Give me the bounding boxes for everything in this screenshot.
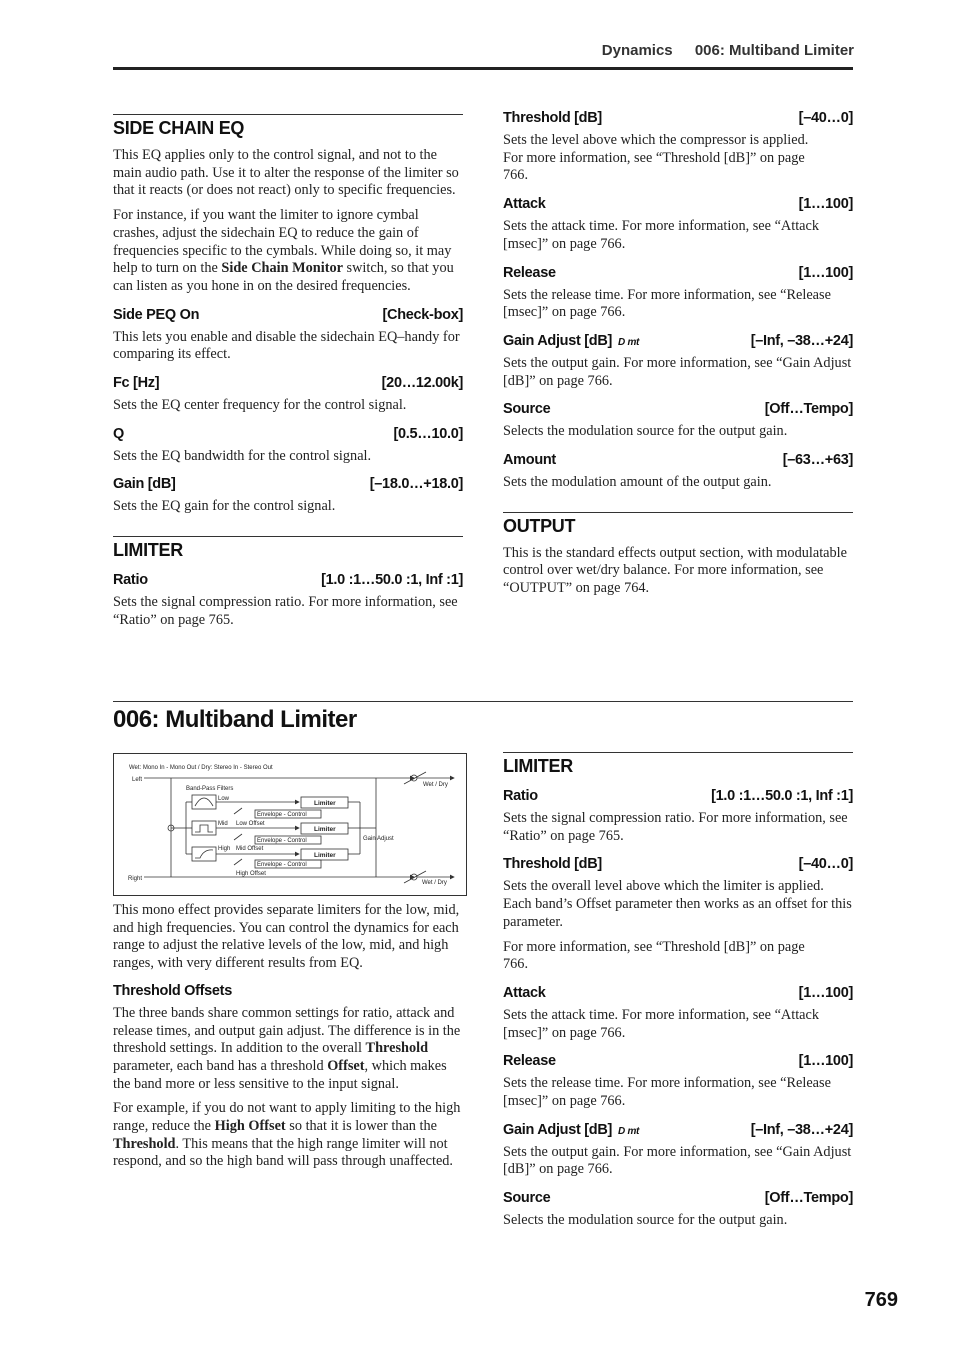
param-desc: Selects the modulation source for the output gain. [503, 1212, 788, 1229]
param-heading: Attack [1…100] [503, 984, 853, 1001]
param-desc: Sets the level above which the compressor is applied. For more information, see “Threshold [dB]” on page 766. [503, 132, 809, 184]
diagram-caption: Wet: Mono In - Mono Out / Dry: Stereo In - Stereo Out [129, 765, 273, 771]
running-header [584, 42, 854, 59]
param-heading: Fc [Hz] [20…12.00k] [113, 375, 463, 392]
output-section [503, 512, 853, 537]
diagram-right-label: Right [128, 876, 143, 882]
param-desc: Sets the output gain. For more information, see “Gain Adjust [dB]” on page 766. [503, 1143, 852, 1178]
left-bottom-column [113, 902, 463, 1171]
param-desc: Sets the output gain. For more information, see “Gain Adjust [dB]” on page 766. [503, 354, 852, 389]
header-effect: 006: Multiband Limiter [694, 42, 854, 59]
diagram-high-label: High [218, 846, 231, 852]
param-desc: Sets the release time. For more information, see “Release [msec]” on page 766. [503, 286, 831, 321]
param-heading: Gain Adjust [dB] D mt [–Inf, –38…+24] [503, 1121, 853, 1138]
param-desc: This lets you enable and disable the sidechain EQ–handy for comparing its effect. [113, 328, 460, 363]
param-desc: Sets the attack time. For more information, see “Attack [msec]” on page 766. [503, 1006, 820, 1041]
param-desc: Sets the attack time. For more information, see “Attack [msec]” on page 766. [503, 218, 820, 252]
section-title: LIMITER [503, 756, 573, 776]
param-heading: Amount [–63…+63] [503, 452, 853, 469]
diagram-gain-adjust-label: Gain Adjust [363, 836, 394, 842]
param-heading: Attack [1…100] [503, 196, 853, 213]
param-desc: Sets the release time. For more information, see “Release [msec]” on page 766. [503, 1075, 831, 1110]
page-title: 006: Multiband Limiter [113, 706, 357, 733]
diagram-limiter-label: Limiter [314, 826, 336, 833]
param-heading: Threshold [dB] [–40…0] [503, 856, 853, 873]
param-desc: Sets the signal compression ratio. For more information, see “Ratio” on page 765. [503, 810, 848, 844]
param-heading: Gain Adjust [dB] D mt [–Inf, –38…+24] [503, 332, 853, 349]
diagram-low-label: Low [218, 796, 230, 802]
header-rule [113, 67, 853, 70]
paragraph: This is the standard effects output section, with modulatable control over wet/dry balance. For more information, see “OUTPUT” on page 764. [503, 544, 847, 597]
paragraph: For instance, if you want the limiter to ignore cymbal crashes, adjust the sidechain EQ to reduce the gain of frequencies specific to the cymbals. While doing so, it may help to turn on the Side Chain Monitor switch, so that you can listen as you hone in on the desired frequencies. [113, 207, 454, 294]
modulation-icon: D mt [618, 336, 640, 348]
param-heading: Threshold [dB] [–40…0] [503, 110, 853, 126]
param-heading: Side PEQ On [Check-box] [113, 306, 463, 323]
param-desc: Sets the EQ gain for the control signal. [113, 498, 336, 515]
param-heading: Source [Off…Tempo] [503, 401, 853, 418]
side-chain-eq-section [113, 114, 463, 139]
diagram-envelope-label: Envelope - Control [257, 862, 307, 868]
paragraph: The three bands share common settings for ratio, attack and release times, and output gain adjust. The difference is in the threshold settings. In addition to the overall Threshold parameter, each band has a threshold Offset, which makes the band more or less sensitive to the input signal. [113, 1004, 461, 1092]
diagram-left-label: Left [132, 777, 143, 783]
param-heading: Source [Off…Tempo] [503, 1190, 853, 1207]
param-desc: For more information, see “Threshold [dB]” on page 766. [503, 938, 805, 973]
section-title: OUTPUT [503, 515, 576, 536]
right-top-column [503, 110, 853, 598]
diagram-high-offset-label: High Offset [236, 871, 266, 877]
paragraph: This mono effect provides separate limiters for the low, mid, and high frequencies. You can control the dynamics for each range to adjust the relative levels of the low, mid, and high ranges, with very different results from EQ. [113, 902, 460, 972]
diagram-bpf-label: Band-Pass Filters [186, 786, 234, 792]
block-diagram [113, 753, 467, 896]
param-desc: Sets the modulation amount of the output gain. [503, 474, 772, 491]
paragraph: For example, if you do not want to apply limiting to the high range, reduce the High Offset so that it is lower than the Threshold. This means that the high range limiter will not respond, and so the high band will pass through unaffected. [113, 1100, 461, 1170]
diagram-mid-offset-label: Mid Offset [236, 846, 264, 852]
subheading: Threshold Offsets [113, 982, 232, 999]
section-title: SIDE CHAIN EQ [113, 118, 245, 138]
diagram-limiter-label: Limiter [314, 800, 336, 807]
param-heading: Release [1…100] [503, 264, 853, 281]
diagram-wet-dry-label: Wet / Dry [422, 880, 447, 886]
param-heading: Ratio [1.0 :1…50.0 :1, Inf :1] [503, 788, 853, 804]
bold-term: Threshold [365, 1040, 429, 1057]
limiter-section [503, 752, 853, 777]
section-rule [113, 701, 853, 702]
diagram-wet-dry-label: Wet / Dry [423, 782, 448, 788]
param-heading: Q [0.5…10.0] [113, 425, 463, 442]
param-heading: Ratio [1.0 :1…50.0 :1, Inf :1] [113, 572, 463, 589]
param-heading: Release [1…100] [503, 1053, 853, 1070]
left-top-column [113, 114, 463, 630]
param-desc: Sets the EQ bandwidth for the control signal. [113, 447, 372, 464]
param-desc: Sets the overall level above which the limiter is applied. Each band’s Offset parameter then works as an offset for this parameter. [503, 878, 852, 930]
diagram-envelope-label: Envelope - Control [257, 812, 307, 818]
bold-term: Offset [327, 1057, 365, 1074]
right-bottom-column [503, 752, 853, 1230]
param-heading: Gain [dB] [–18.0…+18.0] [113, 476, 463, 493]
page-number: 769 [864, 1289, 898, 1311]
section-title: LIMITER [113, 540, 183, 561]
diagram-low-offset-label: Low Offset [236, 821, 265, 827]
bold-term: Side Chain Monitor [221, 260, 343, 277]
diagram-envelope-label: Envelope - Control [257, 838, 307, 844]
diagram-mid-label: Mid [218, 821, 228, 827]
diagram-limiter-label: Limiter [314, 852, 336, 859]
param-desc: Selects the modulation source for the output gain. [503, 423, 788, 440]
param-desc: Sets the signal compression ratio. For more information, see “Ratio” on page 765. [113, 594, 458, 628]
paragraph: This EQ applies only to the control signal, and not to the main audio path. Use it to alter the response of the limiter so that it reacts (or does not react) only to specific frequencies. [113, 147, 459, 199]
param-desc: Sets the EQ center frequency for the control signal. [113, 397, 407, 414]
modulation-icon: D mt [618, 1125, 640, 1137]
limiter-section [113, 536, 463, 561]
bold-term: High Offset [214, 1118, 286, 1135]
bold-term: Threshold [113, 1135, 176, 1152]
header-section: Dynamics [601, 42, 673, 59]
